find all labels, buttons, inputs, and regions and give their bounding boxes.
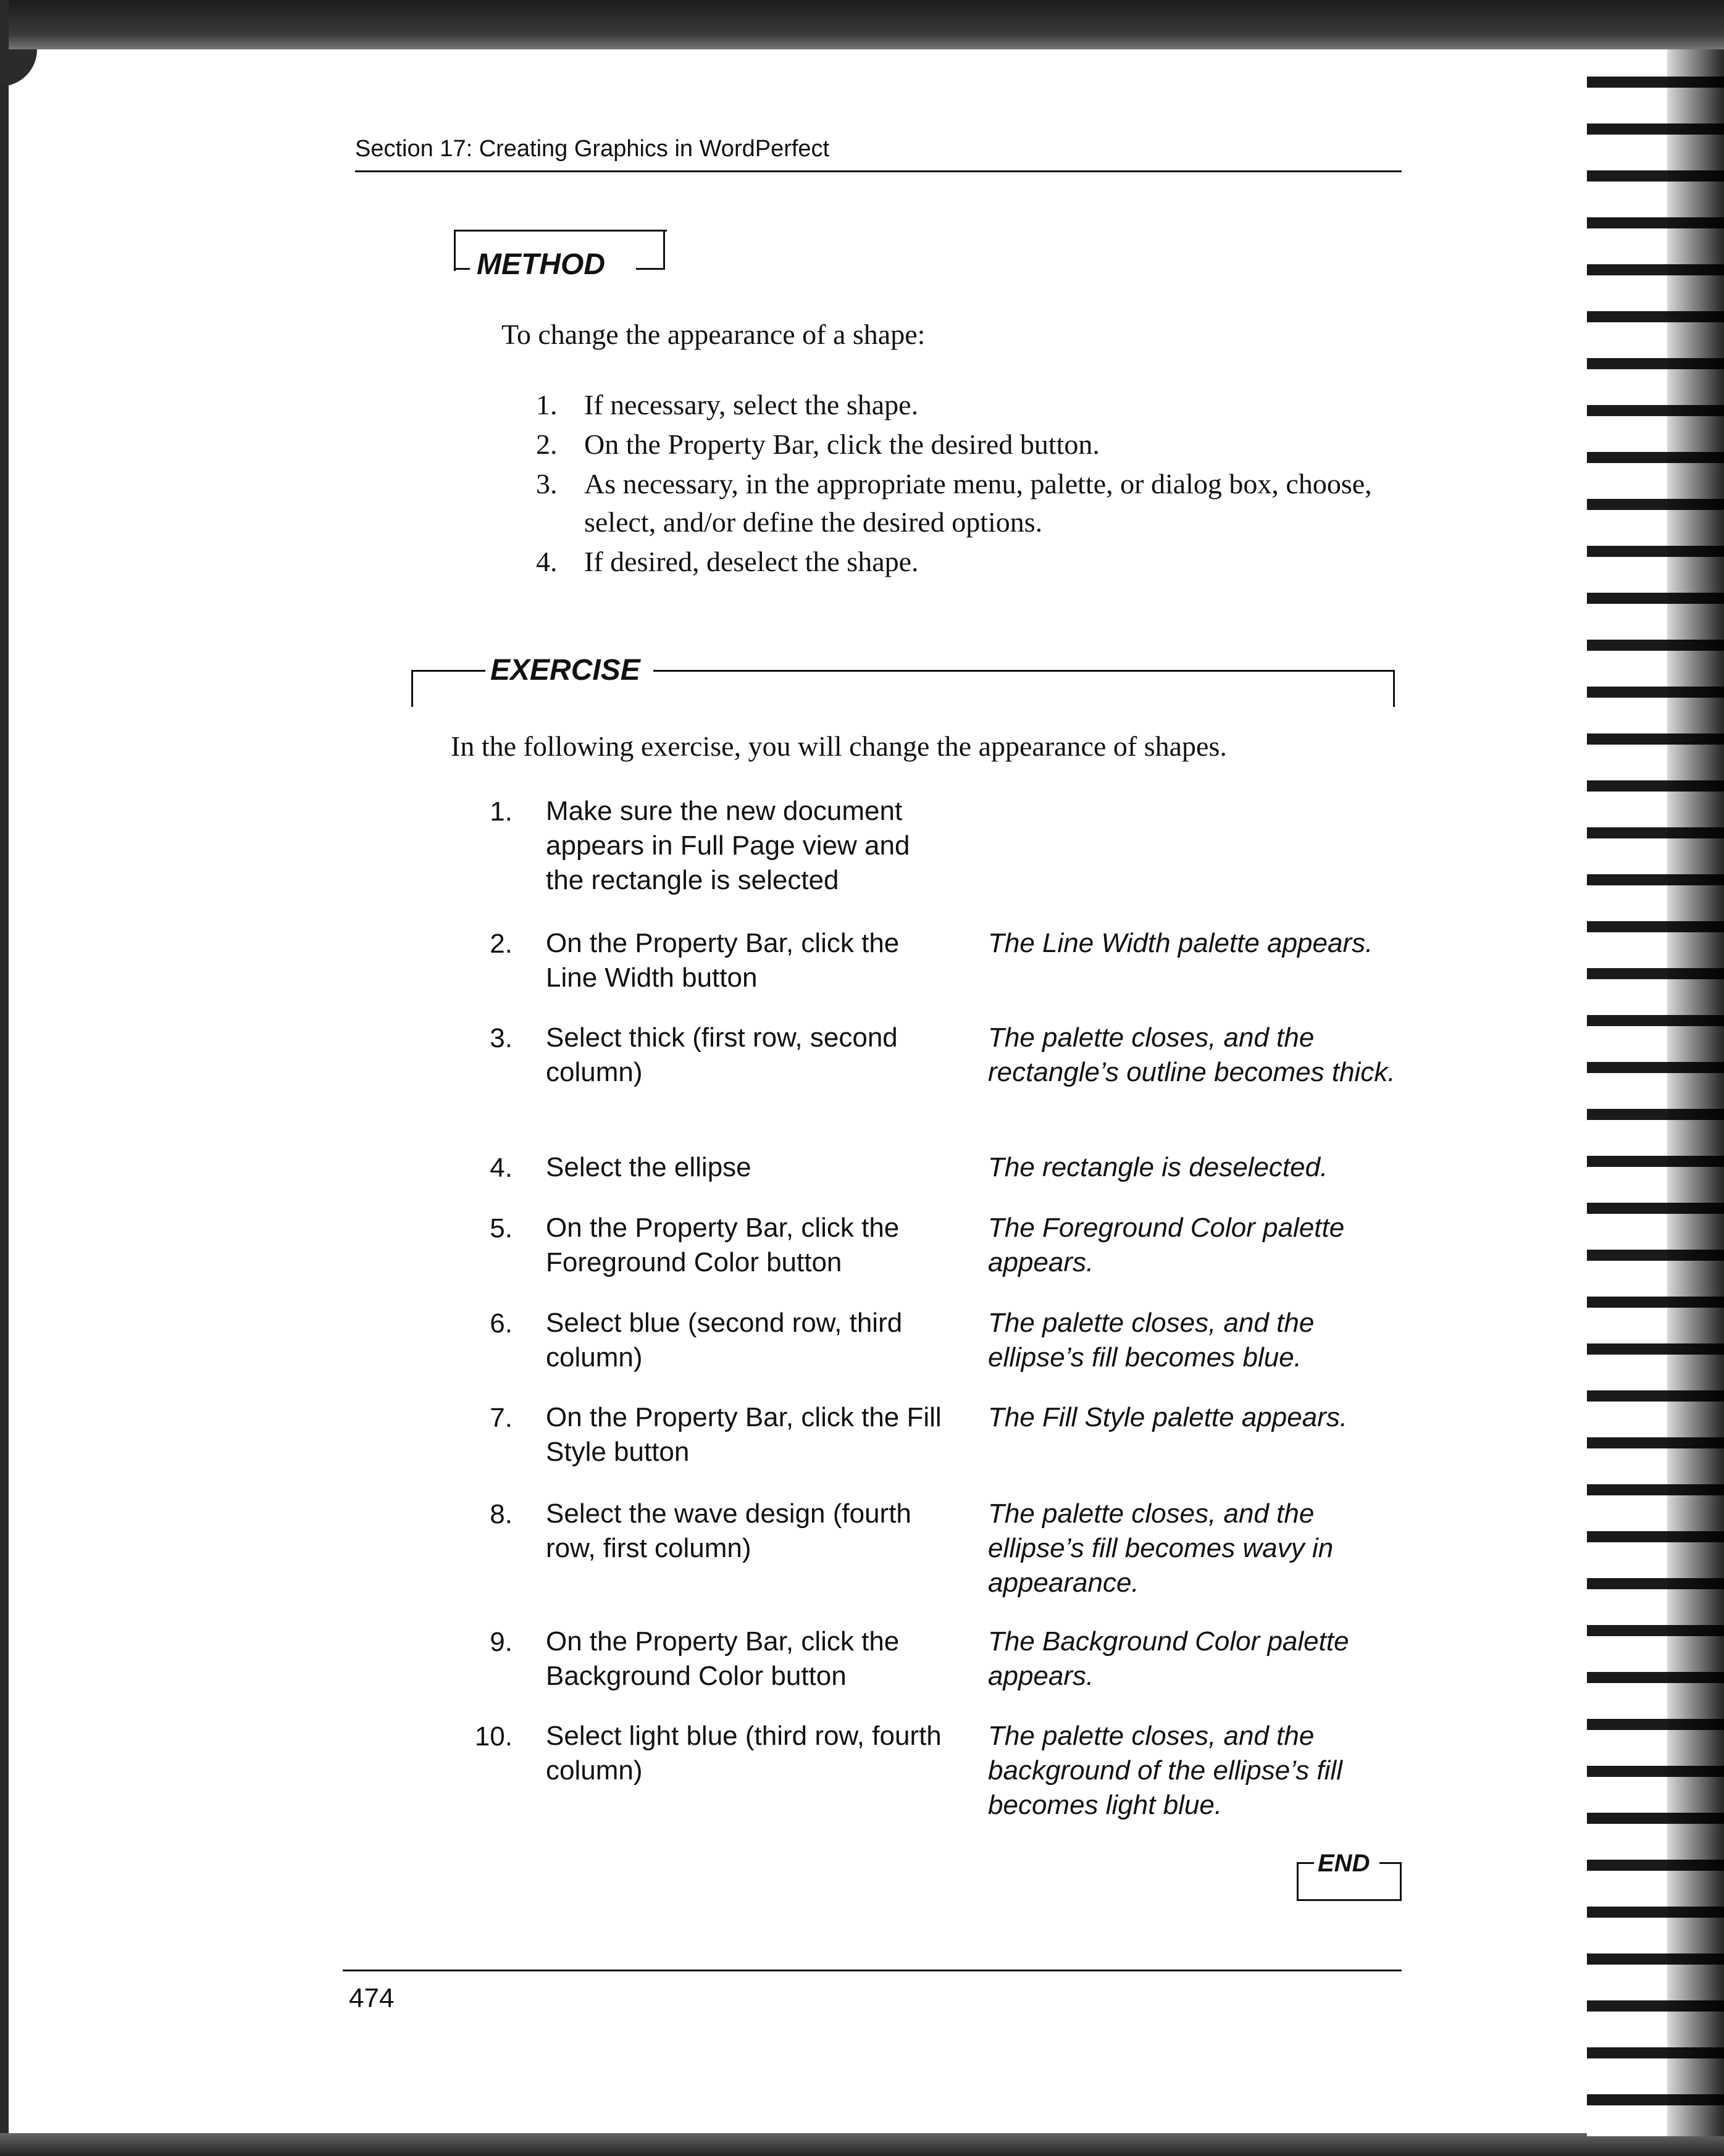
exercise-rule xyxy=(653,670,1395,672)
method-step-text: If desired, deselect the shape. xyxy=(584,546,919,577)
exercise-step-number: 10. xyxy=(474,1721,513,1752)
exercise-step-number: 8. xyxy=(490,1499,513,1529)
exercise-step-action: Select the wave design (fourth row, first column) xyxy=(546,1498,911,1563)
exercise-rule xyxy=(411,670,413,707)
exercise-label: EXERCISE xyxy=(490,654,640,687)
scan-border-left xyxy=(0,0,49,2156)
method-step xyxy=(536,425,1388,464)
page-number: 474 xyxy=(349,1983,395,2013)
method-intro: To change the appearance of a shape: xyxy=(501,319,926,350)
method-step-number: 3. xyxy=(536,468,558,499)
method-step-text: On the Property Bar, click the desired button. xyxy=(584,428,1100,460)
method-box-edge xyxy=(663,230,665,269)
exercise-step-action: Select blue (second row, third column) xyxy=(546,1308,903,1373)
end-box-edge xyxy=(1379,1862,1400,1864)
footer-rule xyxy=(343,1970,1402,1971)
exercise-step-number: 5. xyxy=(490,1213,513,1243)
exercise-intro: In the following exercise, you will change the appearance of shapes. xyxy=(451,730,1227,762)
method-step-text: As necessary, in the appropriate menu, palette, or dialog box, choose, select, and/or define the desired options. xyxy=(584,468,1372,538)
spiral-binding-shadow xyxy=(1667,49,1724,2136)
end-label: END xyxy=(1318,1850,1370,1877)
end-box-edge xyxy=(1297,1862,1314,1864)
method-label: METHOD xyxy=(474,248,608,282)
exercise-step-number: 2. xyxy=(490,929,513,959)
exercise-step-result: The Fill Style palette appears. xyxy=(988,1402,1348,1432)
exercise-step-result: The rectangle is deselected. xyxy=(988,1152,1328,1182)
method-step-number: 2. xyxy=(536,428,558,460)
exercise-step-action: Select light blue (third row, fourth column) xyxy=(546,1721,942,1786)
method-box-edge xyxy=(454,268,470,270)
exercise-step-action: Select the ellipse xyxy=(546,1152,751,1182)
method-box-edge xyxy=(636,268,665,270)
exercise-step-number: 1. xyxy=(490,796,513,827)
method-step xyxy=(536,386,1388,424)
exercise-step-result: The palette closes, and the rectangle’s outline becomes thick. xyxy=(988,1022,1396,1087)
exercise-step-result: The palette closes, and the ellipse’s fill becomes wavy in appearance. xyxy=(988,1498,1334,1598)
exercise-step-action: On the Property Bar, click the Background Color button xyxy=(546,1626,900,1691)
exercise-step-result: The Background Color palette appears. xyxy=(988,1626,1349,1691)
section-header: Section 17: Creating Graphics in WordPerfect xyxy=(355,136,830,162)
exercise-step-number: 7. xyxy=(490,1403,513,1433)
exercise-step-result: The palette closes, and the background of the ellipse’s fill becomes light blue. xyxy=(988,1721,1342,1820)
exercise-step-action: Make sure the new document appears in Full Page view and the rectangle is selected xyxy=(546,796,910,895)
exercise-step-result: The Line Width palette appears. xyxy=(988,928,1373,958)
exercise-step-number: 4. xyxy=(490,1153,513,1183)
method-step xyxy=(536,543,1388,581)
exercise-rule xyxy=(1393,670,1395,707)
exercise-step-number: 6. xyxy=(490,1308,513,1339)
method-step xyxy=(536,465,1388,541)
exercise-step-number: 3. xyxy=(490,1023,513,1053)
method-step-number: 4. xyxy=(536,546,558,577)
exercise-step-result: The Foreground Color palette appears. xyxy=(988,1213,1345,1277)
header-rule xyxy=(355,170,1402,172)
method-step-text: If necessary, select the shape. xyxy=(584,389,919,420)
exercise-step-result: The palette closes, and the ellipse’s fill becomes blue. xyxy=(988,1308,1315,1373)
method-step-number: 1. xyxy=(536,389,558,420)
exercise-step-action: On the Property Bar, click the Fill Style button xyxy=(546,1402,942,1467)
exercise-step-action: On the Property Bar, click the Line Width button xyxy=(546,928,900,993)
exercise-rule xyxy=(411,670,485,672)
method-steps xyxy=(536,386,1388,582)
exercise-step-action: Select thick (first row, second column) xyxy=(546,1022,898,1087)
exercise-step-action: On the Property Bar, click the Foreground Color button xyxy=(546,1213,900,1277)
exercise-step-number: 9. xyxy=(490,1627,513,1657)
scan-border-top xyxy=(0,0,1724,49)
scan-border-bottom xyxy=(0,2133,1724,2156)
